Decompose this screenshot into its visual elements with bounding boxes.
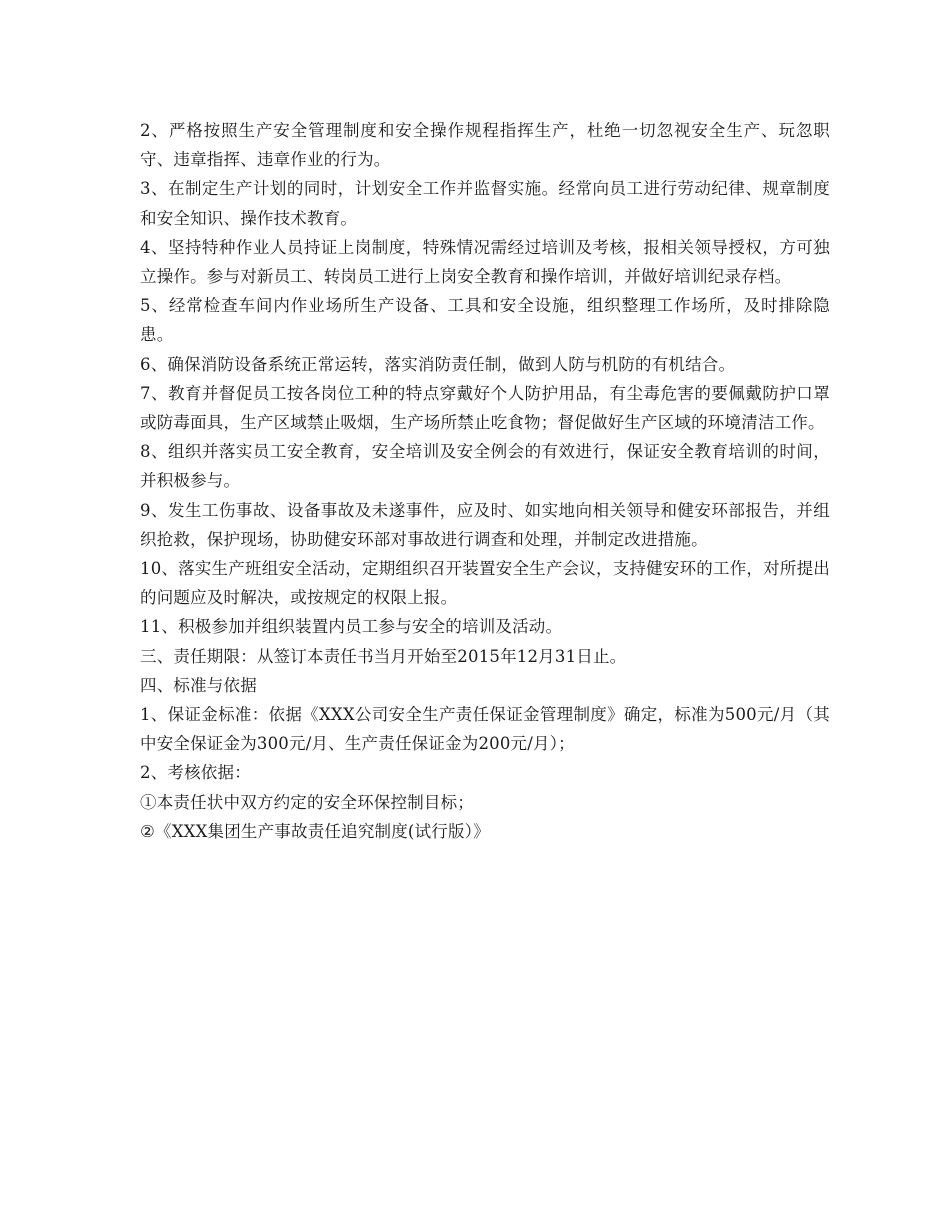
paragraph-item-5: 5、经常检查车间内作业场所生产设备、工具和安全设施，组织整理工作场所，及时排除隐患。 [140, 296, 830, 345]
deposit-standard: 1、保证金标准：依据《XXX公司安全生产责任保证金管理制度》确定，标准为500元/月（其中安全保证金为300元/月、生产责任保证金为200元/月）； [140, 705, 830, 754]
paragraph-item-3: 3、在制定生产计划的同时，计划安全工作并监督实施。经常向员工进行劳动纪律、规章制度和安全知识、操作技术教育。 [140, 179, 830, 228]
basis-item-1: ①本责任状中双方约定的安全环保控制目标； [140, 792, 474, 812]
assessment-basis-heading: 2、考核依据： [140, 763, 251, 783]
paragraph-item-9: 9、发生工伤事故、设备事故及未遂事件，应及时、如实地向相关领导和健安环部报告，并组织抢救，保护现场，协助健安环部对事故进行调查和处理，并制定改进措施。 [140, 500, 830, 549]
section-four-heading: 四、标准与依据 [140, 675, 257, 695]
section-three-term: 三、责任期限：从签订本责任书当月开始至2015年12月31日止。 [140, 646, 627, 666]
paragraph-item-7: 7、教育并督促员工按各岗位工种的特点穿戴好个人防护用品，有尘毒危害的要佩戴防护口罩或防毒面具，生产区域禁止吸烟，生产场所禁止吃食物；督促做好生产区域的环境清洁工作。 [140, 383, 830, 433]
paragraph-item-8: 8、组织并落实员工安全教育，安全培训及安全例会的有效进行，保证安全教育培训的时间，并积极参与。 [140, 442, 830, 491]
paragraph-item-6: 6、确保消防设备系统正常运转，落实消防责任制，做到人防与机防的有机结合。 [140, 354, 736, 374]
paragraph-item-11: 11、积极参加并组织装置内员工参与安全的培训及活动。 [140, 617, 563, 637]
paragraph-item-10: 10、落实生产班组安全活动，定期组织召开装置安全生产会议，支持健安环的工作，对所提出的问题应及时解决，或按规定的权限上报。 [140, 559, 830, 608]
document-body [140, 116, 830, 846]
basis-item-2: ②《XXX集团生产事故责任追究制度(试行版）》 [140, 821, 490, 841]
paragraph-item-4: 4、坚持特种作业人员持证上岗制度，特殊情况需经过培训及考核，报相关领导授权，方可独立操作。参与对新员工、转岗员工进行上岗安全教育和操作培训，并做好培训纪录存档。 [140, 237, 830, 287]
paragraph-item-2: 2、严格按照生产安全管理制度和安全操作规程指挥生产，杜绝一切忽视安全生产、玩忽职守、违章指挥、违章作业的行为。 [140, 121, 830, 170]
